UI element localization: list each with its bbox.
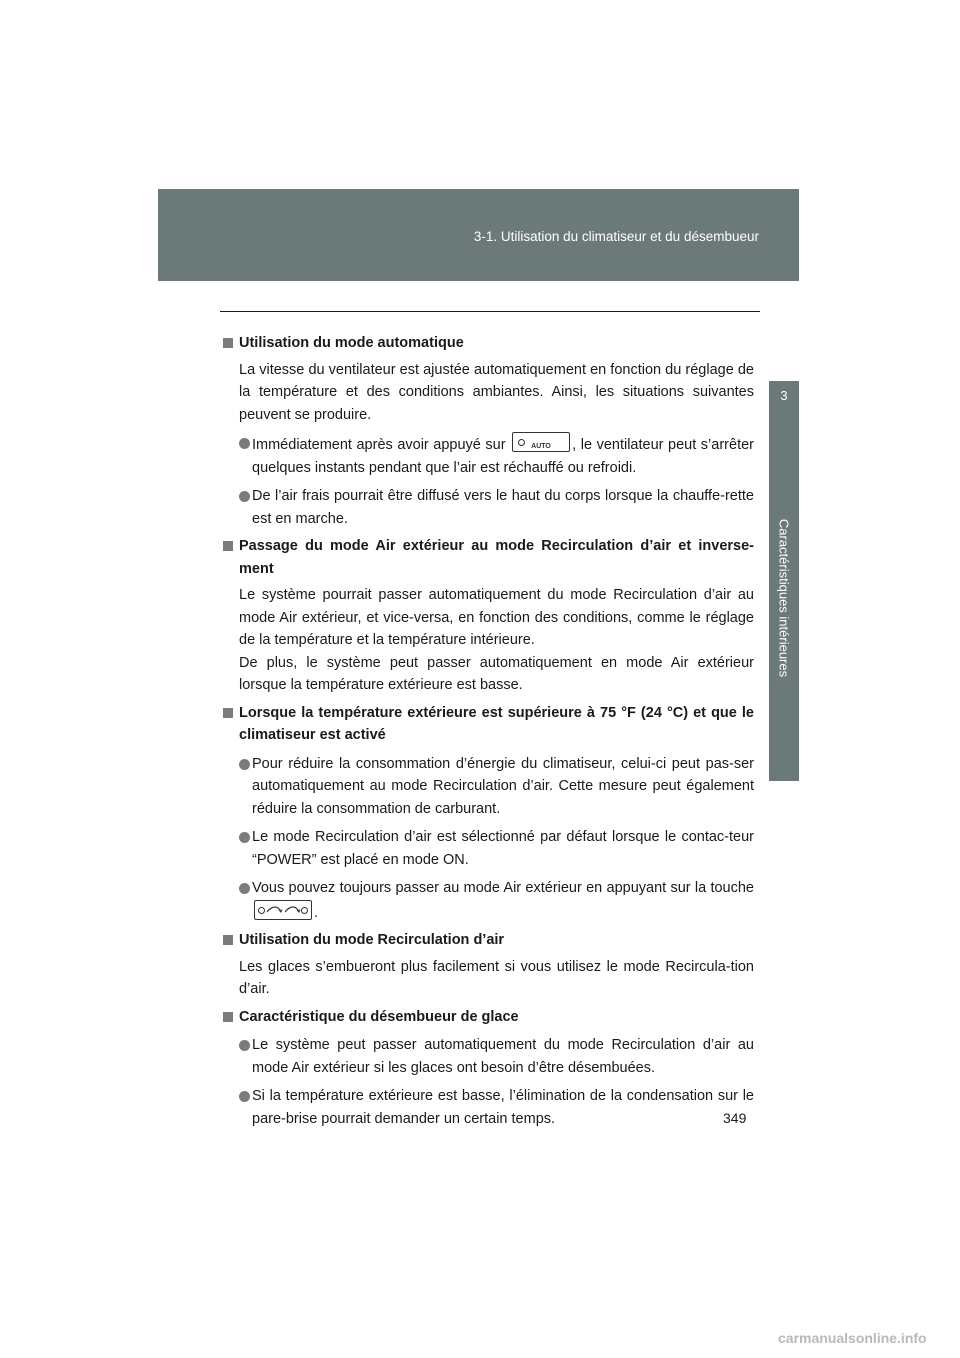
indicator-led-icon [258, 907, 265, 914]
list-item: Le système peut passer automatiquement du mode Recirculation d’air au mode Air extérieur si les glaces ont besoin d’être désembuées. [222, 1034, 754, 1079]
page-header-band [158, 189, 799, 281]
section-heading: Passage du mode Air extérieur au mode Recirculation d’air et inverse-ment [222, 535, 754, 580]
list-item: Si la température extérieure est basse, l’élimination de la condensation sur le pare-brise pourrait demander un certain temps. [222, 1085, 754, 1130]
indicator-led-icon [518, 439, 525, 446]
list-item: Le mode Recirculation d’air est sélectionné par défaut lorsque le contac-teur “POWER” est placé en mode ON. [222, 826, 754, 871]
page-number: 349 [723, 1110, 747, 1126]
paragraph: Le système pourrait passer automatiquement du mode Recirculation d’air au mode Air extérieur, et vice-versa, en fonction des conditions, comme le réglage de la température et la température intérieure. [239, 587, 754, 648]
square-bullet-icon [223, 338, 233, 348]
watermark-text: carmanualsonline.info [778, 1330, 927, 1346]
auto-button-icon: AUTO [512, 432, 570, 452]
header-divider [220, 311, 760, 312]
list-item: Vous pouvez toujours passer au mode Air extérieur en appuyant sur la touche . [222, 877, 754, 924]
paragraph: Les glaces s’embueront plus facilement si vous utilisez le mode Recircula-tion d’air. [239, 958, 754, 997]
section-heading: Caractéristique du désembueur de glace [222, 1006, 754, 1029]
square-bullet-icon [223, 541, 233, 551]
circle-bullet-icon [239, 759, 250, 770]
circle-bullet-icon [239, 1091, 250, 1102]
section-heading: Lorsque la température extérieure est supérieure à 75 °F (24 °C) et que le climatiseur est activé [222, 702, 754, 747]
list-item: Pour réduire la consommation d’énergie du climatiseur, celui-ci peut pas-ser automatiquement au mode Recirculation d’air. Cette mesure peut également réduire la consommation de carburant. [222, 753, 754, 821]
circle-bullet-icon [239, 883, 250, 894]
chapter-number: 3 [780, 388, 788, 403]
section-heading: Utilisation du mode Recirculation d’air [222, 929, 754, 952]
chapter-label: Caractéristiques intérieures [776, 518, 792, 678]
list-item: De l’air frais pourrait être diffusé vers le haut du corps lorsque la chauffe-rette est en marche. [222, 485, 754, 530]
air-recirculation-button-icon [254, 900, 312, 920]
circle-bullet-icon [239, 438, 250, 449]
circle-bullet-icon [239, 832, 250, 843]
page-content [222, 327, 754, 1130]
side-tab-gap [769, 281, 799, 381]
circle-bullet-icon [239, 1040, 250, 1051]
paragraph: De plus, le système peut passer automatiquement en mode Air extérieur lorsque la température extérieure est basse. [239, 654, 754, 693]
section-title: 3-1. Utilisation du climatiseur et du désembueur [473, 229, 759, 244]
square-bullet-icon [223, 935, 233, 945]
list-item: Immédiatement après avoir appuyé sur AUTO , le ventilateur peut s’arrêter quelques instants pendant que l’air est réchauffé ou refroidi. [222, 432, 754, 479]
car-arrow-icon [265, 905, 301, 915]
section-heading: Utilisation du mode automatique [222, 332, 754, 355]
indicator-led-icon [301, 907, 308, 914]
square-bullet-icon [223, 1012, 233, 1022]
square-bullet-icon [223, 708, 233, 718]
circle-bullet-icon [239, 491, 250, 502]
paragraph: La vitesse du ventilateur est ajustée automatiquement en fonction du réglage de la température et des conditions ambiantes. Ainsi, les situations suivantes peuvent se produire. [239, 361, 754, 423]
